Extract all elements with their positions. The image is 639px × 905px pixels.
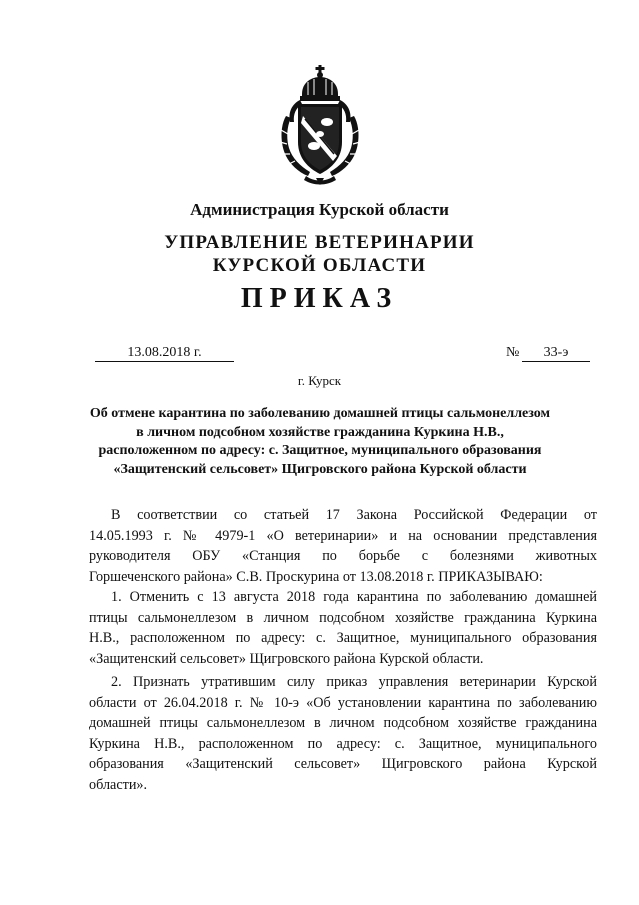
order-body xyxy=(89,505,597,795)
department-line-1: УПРАВЛЕНИЕ ВЕТЕРИНАРИИ xyxy=(164,232,475,253)
administration-heading: Администрация Курской области xyxy=(190,200,449,219)
order-date: 13.08.2018 г. xyxy=(95,344,234,362)
order-number-label: № xyxy=(506,345,520,360)
body-line: Куркина Н.В., расположенном по адресу: с. Защитное, муниципального xyxy=(89,735,597,752)
order-subject xyxy=(78,405,562,479)
body-line: «Защитенский сельсовет» Щигровского района Курской области. xyxy=(89,650,484,667)
body-line: 1. Отменить с 13 августа 2018 года карантина по заболеванию домашней xyxy=(111,589,597,605)
body-line: 2. Признать утратившим силу приказ управления ветеринарии Курской xyxy=(111,674,597,690)
item-2-paragraph xyxy=(89,672,597,795)
body-line: Горшеченского района» С.В. Проскурина от 13.08.2018 г. ПРИКАЗЫВАЮ: xyxy=(89,568,543,585)
preamble-paragraph xyxy=(89,505,597,587)
body-line: области». xyxy=(89,776,148,793)
body-line: В соответствии со статьей 17 Закона Российской Федерации от xyxy=(111,507,597,523)
order-number: 33-э xyxy=(522,344,590,362)
subject-line: расположенном по адресу: с. Защитное, муниципального образования xyxy=(98,443,542,458)
body-line: руководителя ОБУ «Станция по борьбе с болезнями животных xyxy=(89,548,597,564)
department-heading xyxy=(0,231,639,277)
body-line: птицы сальмонеллезом в личном подсобном хозяйстве гражданина Куркина xyxy=(89,609,597,626)
body-line: образования «Защитенский сельсовет» Щигровского района Курской xyxy=(89,756,597,772)
body-line: области от 26.04.2018 г. № 10-э «Об установлении карантина по заболеванию xyxy=(89,694,597,711)
subject-line: в личном подсобном хозяйстве гражданина Куркина Н.В., xyxy=(136,424,504,440)
item-1-paragraph xyxy=(89,587,597,669)
subject-line: Об отмене карантина по заболеванию домашней птицы сальмонеллезом xyxy=(89,406,551,421)
coat-of-arms-icon xyxy=(278,64,362,188)
subject-line: «Защитенский сельсовет» Щигровского района Курской области xyxy=(113,461,527,477)
body-line: домашней птицы сальмонеллезом в личном подсобном хозяйстве гражданина xyxy=(89,715,597,731)
body-line: Н.В., расположенном по адресу: с. Защитное, муниципального образования xyxy=(89,630,597,646)
city: г. Курск xyxy=(297,373,342,388)
department-line-2: КУРСКОЙ ОБЛАСТИ xyxy=(212,255,427,276)
body-line: 14.05.1993 г. № 4979-1 «О ветеринарии» и на основании представления xyxy=(89,527,597,544)
document-type-title: ПРИКАЗ xyxy=(240,283,399,314)
